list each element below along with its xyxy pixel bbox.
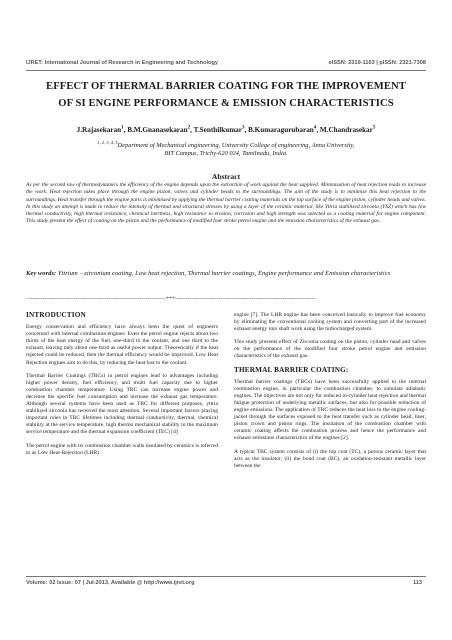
title-line-2: OF SI ENGINE PERFORMANCE & EMISSION CHARACTERISTICS (58, 98, 394, 109)
author-3: T.Senthilkumar$^3$, (193, 126, 249, 135)
author-4: B.Kumaragurubaran$^4$, (248, 126, 320, 135)
tbc-heading: THERMAL BARRIER COATING: (234, 365, 349, 374)
author-2: B.M.Gnanasekaran$^2$, (127, 126, 194, 135)
journal-name: IJRET: International Journal of Research in Engineering and Technology (26, 60, 218, 66)
page-number: 113 (412, 580, 422, 586)
abstract-text: As per the second law of thermodynamics the efficiency of the engine depends upon the extraction of work against the heat supplied. Minimisation of heat rejection leads to increase the work. Heat rejection takes place through the engine piston, valves and cylinder heads to the surroundings. The aim of the study is to minimise this heat rejection to the surroundings. Heat transfer through the engine parts is minimised by applying the thermal barrier coating materials on the top surface of the engine piston, cylinder heads and valves. In this study an attempt is made to reduce the intensity of thermal and structural stresses by using a layer of the ceramic material, like Yttria stabilized zirconia (YSZ) which has low thermal conductivity, high thermal resistance, chemical inertness, high resistance to erosion, corrosion and high strength was selected as a coating material for engine component. This study present the effect of coating on the piston and the performance of modified four stroke petrol engine and the emission characteristics of the exhaust gas. (26, 182, 426, 225)
abstract-heading: Abstract (211, 172, 241, 181)
tbc-paragraph-1: Thermal barrier coatings (TBCs) have been successfully applied to the internal combustion engine, in particular the combustion chamber, to simulate adiabatic engines. The objectives are not only for reduced in-cylinder heat rejection and thermal fatigue protection of underlying metallic surfaces, but also for possible reduction of engine emissions. The application of TBC reduces the heat loss to the engine cooling-jacket through the surfaces exposed to the heat transfer such as cylinder head, liner, piston crown and piston rings. The insulation of the combustion chamber with ceramic coating affects the combustion process and hence the performance and exhaust emissions characteristics of the engines [2]. (234, 378, 426, 442)
footer-volume: Volume: 02 Issue: 07 | Jul-2013, Available @ http://www.ijret.org (26, 580, 195, 586)
intro-paragraph-2: Thermal Barrier Coatings (TBCs) in petrol engines lead to advantages including higher power density, fuel efficiency, and multi fuel capacity due to higher combustion chamber temperature. Using TBC can increase engine power and decrease the specific fuel consumption and increase the exhaust gas temperature. Although several systems have been used as TBC for different purposes, yttria stabilized zirconia has received the most attention. Several important factors playing important roles in TBC lifetimes including thermal conductivity, thermal, chemical stability at the service temperature, high thermo mechanical stability to the maximum service temperature and the thermal expansion coefficient (TEC) [4] (26, 372, 218, 436)
footer-divider (26, 576, 426, 577)
right-paragraph-1: engine [7]. The LHR engine has been conceived basically to improve fuel economy by eliminating the conventional cooling system and converting part of the increased exhaust energy into shaft work using the turbocharged system. (234, 312, 426, 333)
paper-title (26, 78, 426, 112)
right-paragraph-2: This study presents effect of Zirconia coating on the piston, cylinder head and valves on the performance of the modified four stroke petrol engine and emission characteristics of the exhaust gas. (234, 339, 426, 360)
intro-paragraph-1: Energy conservation and efficiency have always been the quest of engineers concerned with internal combustion engines. Even the petrol engine rejects about two thirds of the heat energy of the fuel, one-third to the coolant, and one third to the exhaust, leaving only about one-third as useful power output. Theoretically if the heat rejected could be reduced, then the thermal efficiency would be improved. Low Heat Rejection engines aim to do this, by reducing the heat lost to the coolant. (26, 324, 218, 366)
intro-paragraph-3: The petrol engine with its combustion chamber walls insulated by ceramics is referred to as Low Heat-Rejection (LHR) (26, 442, 218, 456)
author-1: J.Rajasekaran$^1$, (76, 126, 128, 135)
keywords (26, 266, 426, 281)
keywords-text: Yttrium – zirconium coating, Low heat rejection, Thermal barrier coatings, Engine performance and Emission characteristics (57, 270, 391, 277)
affiliation: $^{1, 2, 3, 4, 5}$Department of Mechanical engineering, University College of engineering, Anna University, BIT Campus, Trichy-620 024, Tamilnadu, India. (97, 140, 355, 158)
issn-text: eISSN: 2319-1163 | pISSN: 2321-7308 (328, 60, 426, 66)
right-column (234, 312, 426, 476)
left-column (26, 312, 218, 463)
introduction-heading: INTRODUCTION (26, 311, 86, 319)
header-divider (26, 70, 426, 71)
title-line-1: EFFECT OF THERMAL BARRIER COATING FOR THE IMPROVEMENT (46, 81, 406, 92)
section-separator: --------------------------------------------------------------------***-------------------------------------------------------------------- (26, 296, 316, 302)
journal-header (26, 60, 426, 66)
author-5: M.Chandrasekar$^5$ (319, 126, 376, 135)
page-footer (26, 580, 426, 586)
keywords-label: Key words: (26, 270, 57, 277)
author-list (26, 126, 426, 134)
tbc-paragraph-2: A typical TBC system consists of (i) the top coat (TC), a porous ceramic layer that acts as the insulator, (ii) the bond coat (BC), an oxidation-resistant metallic layer between the (234, 448, 426, 469)
